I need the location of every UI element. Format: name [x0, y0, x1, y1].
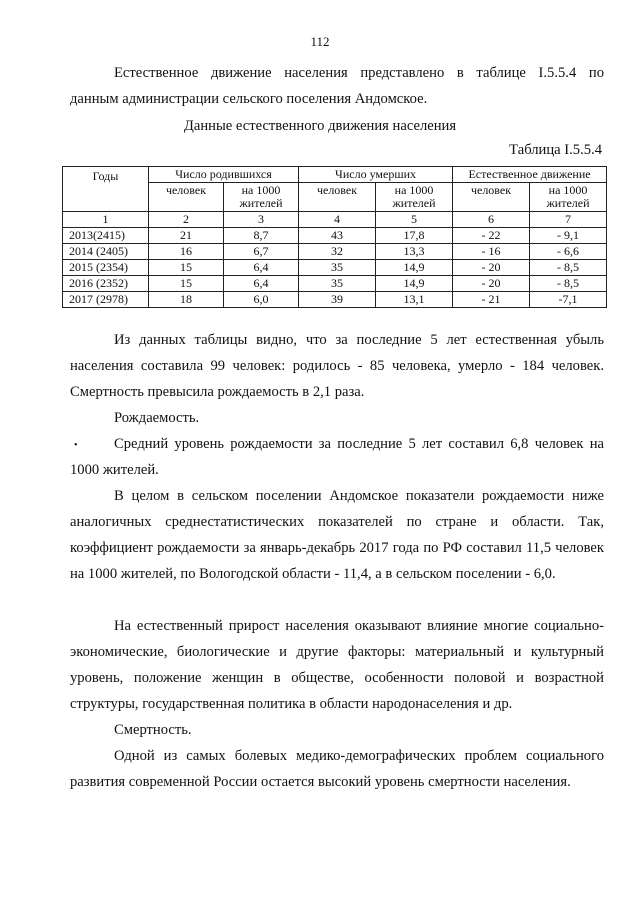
table-cell: 6,0 [224, 292, 299, 308]
intro-paragraph [70, 60, 604, 112]
table-cell: 21 [149, 228, 224, 244]
table-cell: - 22 [453, 228, 530, 244]
heading-mortality: Смертность. [114, 722, 192, 738]
table-cell: 35 [299, 260, 376, 276]
subheader-natural-per1000: на 1000 жителей [530, 183, 607, 212]
table-cell: 15 [149, 276, 224, 292]
table-cell-year: 2017 (2978) [63, 292, 149, 308]
col-number: 5 [376, 212, 453, 228]
table-cell: 17,8 [376, 228, 453, 244]
table-cell: 6,4 [224, 276, 299, 292]
col-number: 2 [149, 212, 224, 228]
col-number: 6 [453, 212, 530, 228]
table-caption: Данные естественного движения населения [183, 118, 457, 134]
col-number: 7 [530, 212, 607, 228]
page-number: 112 [310, 34, 330, 49]
intro-line-2: данным администрации сельского поселения Андомское. [70, 91, 428, 107]
paragraph-mortality-problem: Одной из самых болевых медико-демографических проблем социального развития современной России остается высокий уровень смертности населения. [70, 748, 604, 790]
table-cell-year: 2015 (2354) [63, 260, 149, 276]
subheader-born-persons: человек [149, 183, 224, 212]
header-born: Число родившихся [149, 167, 299, 183]
table-column-numbers-row [63, 212, 607, 228]
table-cell: -7,1 [530, 292, 607, 308]
header-natural: Естественное движение [453, 167, 607, 183]
table-cell: 43 [299, 228, 376, 244]
table-cell-year: 2014 (2405) [63, 244, 149, 260]
table-row [63, 292, 607, 308]
table-cell: 6,4 [224, 260, 299, 276]
table-cell: 18 [149, 292, 224, 308]
table-cell: 13,1 [376, 292, 453, 308]
col-number: 1 [63, 212, 149, 228]
table-cell: 39 [299, 292, 376, 308]
table-cell: - 20 [453, 276, 530, 292]
paragraph-birth-comparison: В целом в сельском поселении Андомское показатели рождаемости ниже аналогичных среднестатистических показателей по стране и области. Так, коэффициент рождаемости за январь-декабрь 2017 года по РФ составил 11,5 человек на 1000 жителей, по Вологодской области - 11,4, а в сельском поселении - 6,0. [70, 488, 604, 582]
heading-birth-rate: Рождаемость. [114, 410, 200, 426]
table-row [63, 276, 607, 292]
table-cell: 8,7 [224, 228, 299, 244]
table-cell: - 21 [453, 292, 530, 308]
subheader-died-per1000: на 1000 жителей [376, 183, 453, 212]
table-cell: 6,7 [224, 244, 299, 260]
subheader-died-persons: человек [299, 183, 376, 212]
table-cell: 13,3 [376, 244, 453, 260]
subheader-natural-persons: человек [453, 183, 530, 212]
table-cell: - 6,6 [530, 244, 607, 260]
table-cell: - 8,5 [530, 260, 607, 276]
population-table [62, 166, 607, 308]
col-number: 3 [224, 212, 299, 228]
table-cell: - 20 [453, 260, 530, 276]
table-cell: 32 [299, 244, 376, 260]
table-row [63, 260, 607, 276]
table-number: Таблица I.5.5.4 [509, 142, 602, 158]
table-header-row [63, 167, 607, 183]
table-cell: 14,9 [376, 260, 453, 276]
table-cell-year: 2016 (2352) [63, 276, 149, 292]
table-cell: - 16 [453, 244, 530, 260]
paragraph-factors: На естественный прирост населения оказывают влияние многие социально-экономические, биологические и другие факторы: материальный и культурный уровень, положение женщин в обществе, особенности половой и возрастной структуры, государственная политика в области народонаселения и др. [70, 618, 604, 712]
table-cell: - 9,1 [530, 228, 607, 244]
paragraph-natural-decline: Из данных таблицы видно, что за последние 5 лет естественная убыль населения составила 99 человек: родилось - 85 человека, умерло - 184 человек. Смертность превысила рождаемость в 2,1 раза. [70, 332, 604, 400]
paragraph-average-birth-rate: Средний уровень рождаемости за последние 5 лет составил 6,8 человек на 1000 жителей. [70, 436, 604, 478]
bullet-mark: • [74, 440, 78, 451]
table-cell: - 8,5 [530, 276, 607, 292]
table-cell: 15 [149, 260, 224, 276]
header-years: Годы [63, 167, 149, 212]
table-row [63, 244, 607, 260]
intro-line-1: Естественное движение населения представлено в таблице I.5.5.4 по [114, 65, 604, 81]
table-row [63, 228, 607, 244]
table-cell: 35 [299, 276, 376, 292]
table-cell: 14,9 [376, 276, 453, 292]
header-died: Число умерших [299, 167, 453, 183]
subheader-born-per1000: на 1000 жителей [224, 183, 299, 212]
table-cell: 16 [149, 244, 224, 260]
table-cell-year: 2013(2415) [63, 228, 149, 244]
col-number: 4 [299, 212, 376, 228]
